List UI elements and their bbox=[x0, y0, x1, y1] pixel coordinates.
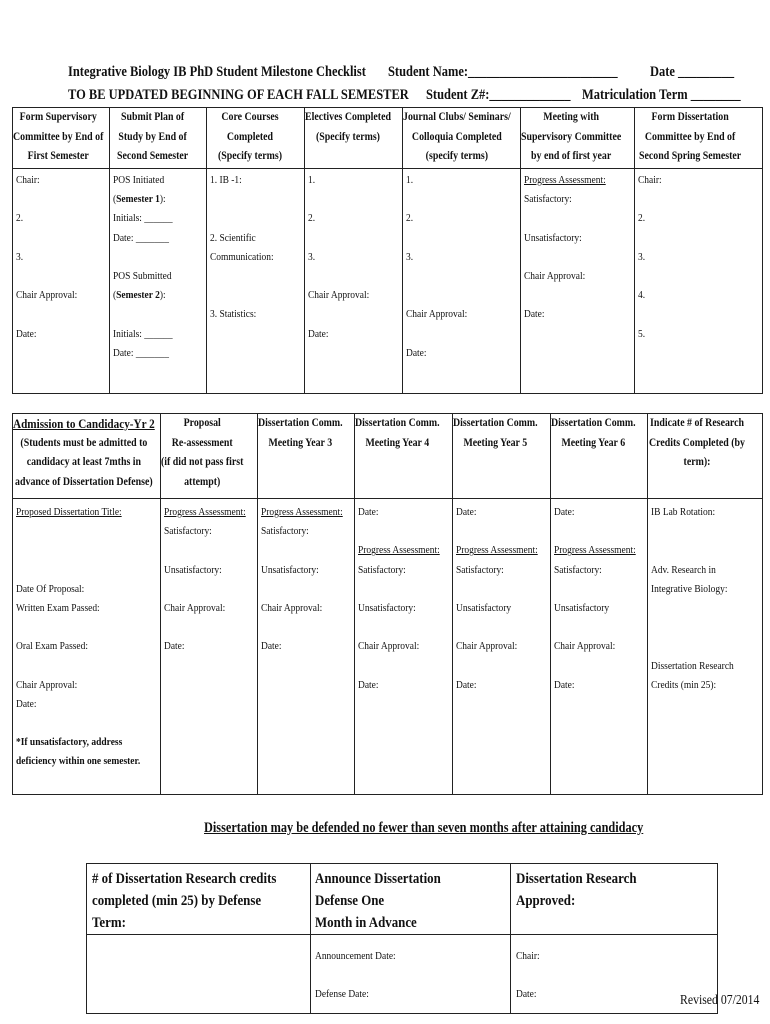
student-z-field[interactable] bbox=[426, 87, 570, 104]
header-core-courses: Core Courses Completed (Specify terms) bbox=[207, 108, 305, 169]
header-research-approved: Dissertation Research Approved: bbox=[511, 864, 718, 935]
cell-credits-completed[interactable] bbox=[87, 935, 311, 1014]
form-title: Integrative Biology IB PhD Student Milestone Checklist bbox=[68, 64, 366, 80]
approved-date-label: Date: bbox=[516, 988, 537, 1000]
header-meeting-year3: Dissertation Comm. Meeting Year 3 bbox=[258, 414, 355, 499]
header-meeting-supervisory: Meeting with Supervisory Committee by end of first year bbox=[521, 108, 635, 169]
cell-meeting-year3[interactable]: Progress Assessment: Satisfactory: Unsatisfactory: Chair Approval: Date: bbox=[258, 499, 355, 795]
header-journal-clubs: Journal Clubs/ Seminars/ Colloquia Completed (specify terms) bbox=[403, 108, 521, 169]
milestone-table-year1 bbox=[12, 107, 763, 394]
cell-meeting-year4[interactable]: Date: Progress Assessment: Satisfactory: Unsatisfactory: Chair Approval: Date: bbox=[355, 499, 453, 795]
cell-admission-candidacy[interactable]: Proposed Dissertation Title: Date Of Proposal: Written Exam Passed: Oral Exam Passed: Chair Approval: Date: *If unsatisfactory, address deficiency within one semester. bbox=[13, 499, 161, 795]
milestone-table-candidacy bbox=[12, 413, 763, 795]
cell-announce-defense[interactable] bbox=[311, 935, 511, 1014]
header-meeting-year5: Dissertation Comm. Meeting Year 5 bbox=[453, 414, 551, 499]
header-form-supervisory: Form Supervisory Committee by End of First Semester bbox=[13, 108, 110, 169]
cell-dissertation-committee[interactable]: Chair: 2. 3. 4. 5. bbox=[635, 169, 763, 394]
cell-proposal-reassessment[interactable]: Progress Assessment: Satisfactory: Unsatisfactory: Chair Approval: Date: bbox=[161, 499, 258, 795]
cell-electives[interactable]: 1. 2. 3. Chair Approval: Date: bbox=[305, 169, 403, 394]
header-meeting-year4: Dissertation Comm. Meeting Year 4 bbox=[355, 414, 453, 499]
header-research-credits: Indicate # of Research Credits Completed (by term): bbox=[648, 414, 763, 499]
header-meeting-year6: Dissertation Comm. Meeting Year 6 bbox=[551, 414, 648, 499]
student-z-label: Student Z#: bbox=[426, 87, 490, 103]
date-field[interactable]: Date _________ bbox=[650, 64, 735, 80]
approved-chair-label: Chair: bbox=[516, 950, 540, 962]
defense-table bbox=[86, 863, 718, 1014]
header-admission-candidacy: Admission to Candidacy-Yr 2 (Students must be admitted to candidacy at least 7mths in advance of Dissertation Defense) bbox=[13, 414, 161, 499]
cell-journal-clubs[interactable]: 1. 2. 3. Chair Approval: Date: bbox=[403, 169, 521, 394]
header-credits-completed: # of Dissertation Research credits completed (min 25) by Defense Term: bbox=[87, 864, 311, 935]
cell-meeting-supervisory[interactable]: Progress Assessment: Satisfactory: Unsatisfactory: Chair Approval: Date: bbox=[521, 169, 635, 394]
cell-research-credits[interactable]: IB Lab Rotation: Adv. Research in Integrative Biology: Dissertation Research Credits (min 25): bbox=[648, 499, 763, 795]
cell-plan-of-study[interactable]: POS Initiated (Semester 1): Initials: ______ Date: _______ POS Submitted (Semester 2): Initials: ______ Date: _______ bbox=[110, 169, 207, 394]
cell-meeting-year5[interactable]: Date: Progress Assessment: Satisfactory: Unsatisfactory Chair Approval: Date: bbox=[453, 499, 551, 795]
header-announce-defense: Announce Dissertation Defense One Month in Advance bbox=[311, 864, 511, 935]
cell-supervisory-committee[interactable]: Chair: 2. 3. Chair Approval: Date: bbox=[13, 169, 110, 394]
announcement-date-label: Announcement Date: bbox=[315, 950, 396, 962]
student-name-field[interactable]: Student Name:________________________ bbox=[388, 64, 618, 80]
form-subtitle: TO BE UPDATED BEGINNING OF EACH FALL SEMESTER bbox=[68, 87, 409, 103]
header-submit-plan: Submit Plan of Study by End of Second Semester bbox=[110, 108, 207, 169]
matriculation-field[interactable]: Matriculation Term ________ bbox=[582, 87, 741, 103]
defense-date-label: Defense Date: bbox=[315, 988, 369, 1000]
student-z-blank: _____________ bbox=[489, 87, 571, 103]
header-proposal-reassessment: Proposal Re-assessment (if did not pass first attempt) bbox=[161, 414, 258, 499]
header-electives: Electives Completed (Specify terms) bbox=[305, 108, 403, 169]
header-form-dissertation-committee: Form Dissertation Committee by End of Second Spring Semester bbox=[635, 108, 763, 169]
cell-core-courses[interactable]: 1. IB -1: 2. Scientific Communication: 3. Statistics: bbox=[207, 169, 305, 394]
defense-note: Dissertation may be defended no fewer than seven months after attaining candidacy bbox=[204, 820, 644, 836]
revision-note: Revised 07/2014 bbox=[680, 993, 760, 1008]
cell-meeting-year6[interactable]: Date: Progress Assessment: Satisfactory: Unsatisfactory Chair Approval: Date: bbox=[551, 499, 648, 795]
